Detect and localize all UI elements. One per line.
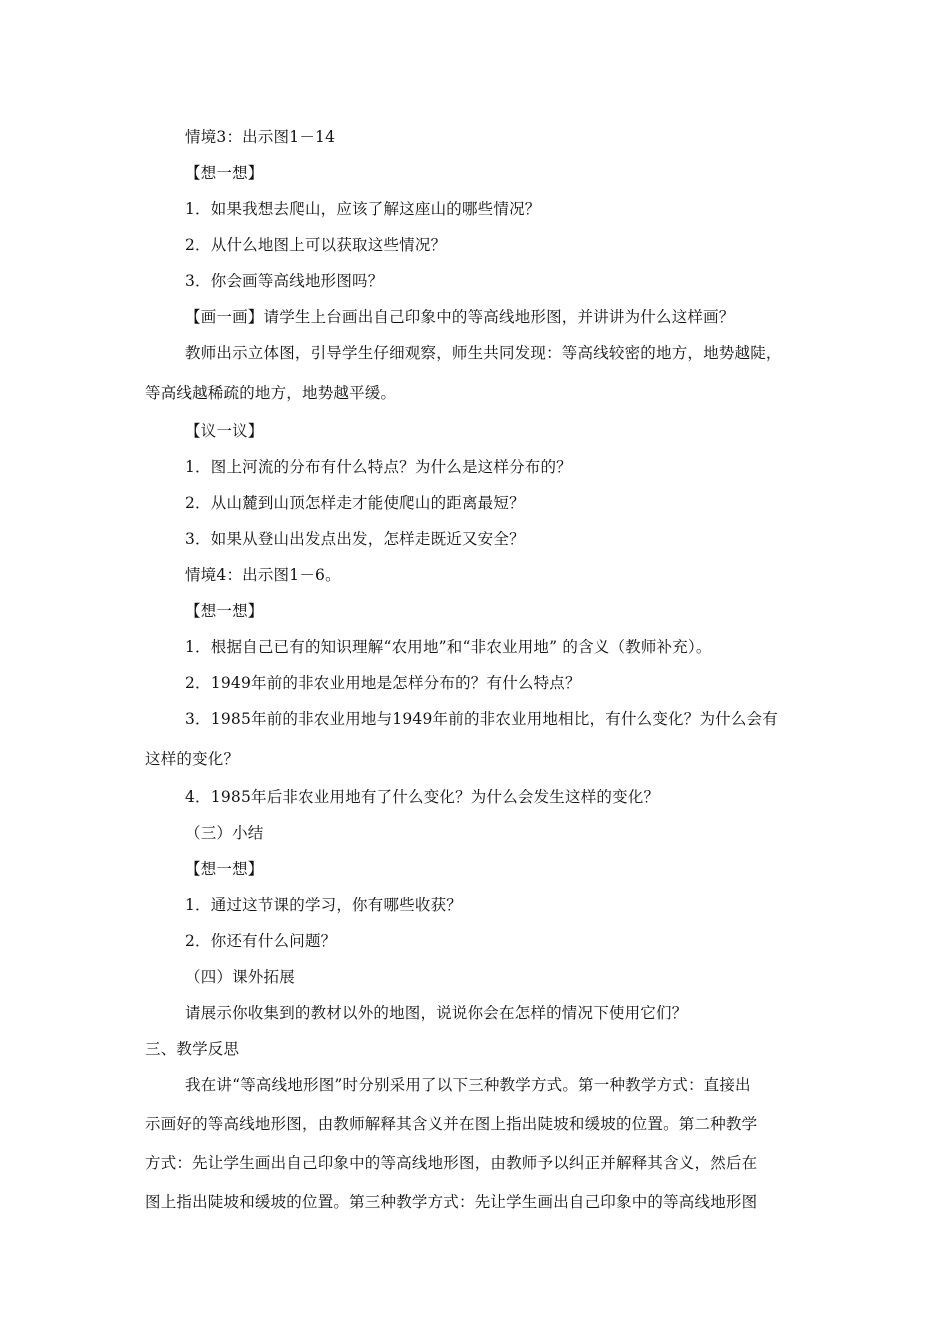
discuss-heading: 【议一议】 <box>185 422 264 440</box>
paragraph-line: 请展示你收集到的教材以外的地图，说说你会在怎样的情况下使用它们？ <box>185 1004 688 1022</box>
question-line: 3．如果从登山出发点出发，怎样走既近又安全？ <box>185 530 525 548</box>
question-line: 1．根据自己已有的知识理解“农用地”和“非农业用地” 的含义（教师补充）。 <box>185 638 712 656</box>
scenario-3-heading: 情境3：出示图1－14 <box>185 128 336 146</box>
section-heading: 三、教学反思 <box>145 1040 240 1058</box>
question-line: 3．你会画等高线地形图吗？ <box>185 272 384 290</box>
think-heading: 【想一想】 <box>185 164 264 182</box>
question-line: 2．你还有什么问题？ <box>185 932 337 950</box>
question-line: 2．从什么地图上可以获取这些情况？ <box>185 236 447 254</box>
extension-heading: （四）课外拓展 <box>185 968 295 986</box>
paragraph-line: 示画好的等高线地形图，由教师解释其含义并在图上指出陡坡和缓坡的位置。第二种教学 <box>145 1115 758 1133</box>
draw-activity-line: 【画一画】请学生上台画出自己印象中的等高线地形图，并讲讲为什么这样画？ <box>185 308 735 326</box>
paragraph-line: 我在讲“等高线地形图”时分别采用了以下三种教学方式。第一种教学方式：直接出 <box>185 1076 751 1094</box>
paragraph-line: 图上指出陡坡和缓坡的位置。第三种教学方式：先让学生画出自己印象中的等高线地形图 <box>145 1193 758 1211</box>
question-line: 1．如果我想去爬山，应该了解这座山的哪些情况？ <box>185 200 541 218</box>
think-heading: 【想一想】 <box>185 860 264 878</box>
question-line: 这样的变化？ <box>145 750 240 768</box>
question-line: 2．从山麓到山顶怎样走才能使爬山的距离最短？ <box>185 494 525 512</box>
question-line: 2．1949年前的非农业用地是怎样分布的？有什么特点？ <box>185 674 581 692</box>
question-line: 4．1985年后非农业用地有了什么变化？为什么会发生这样的变化？ <box>185 788 660 806</box>
question-line: 1．图上河流的分布有什么特点？为什么是这样分布的？ <box>185 458 572 476</box>
scenario-4-heading: 情境4：出示图1－6。 <box>185 566 341 584</box>
question-line: 1．通过这节课的学习，你有哪些收获？ <box>185 896 462 914</box>
think-heading: 【想一想】 <box>185 602 264 620</box>
question-line: 3．1985年前的非农业用地与1949年前的非农业用地相比，有什么变化？为什么会有 <box>185 710 778 728</box>
paragraph-line: 教师出示立体图，引导学生仔细观察，师生共同发现：等高线较密的地方，地势越陡， <box>185 344 782 362</box>
paragraph-line: 等高线越稀疏的地方，地势越平缓。 <box>145 384 397 402</box>
summary-heading: （三）小结 <box>185 824 264 842</box>
paragraph-line: 方式：先让学生画出自己印象中的等高线地形图，由教师予以纠正并解释其含义，然后在 <box>145 1154 758 1172</box>
